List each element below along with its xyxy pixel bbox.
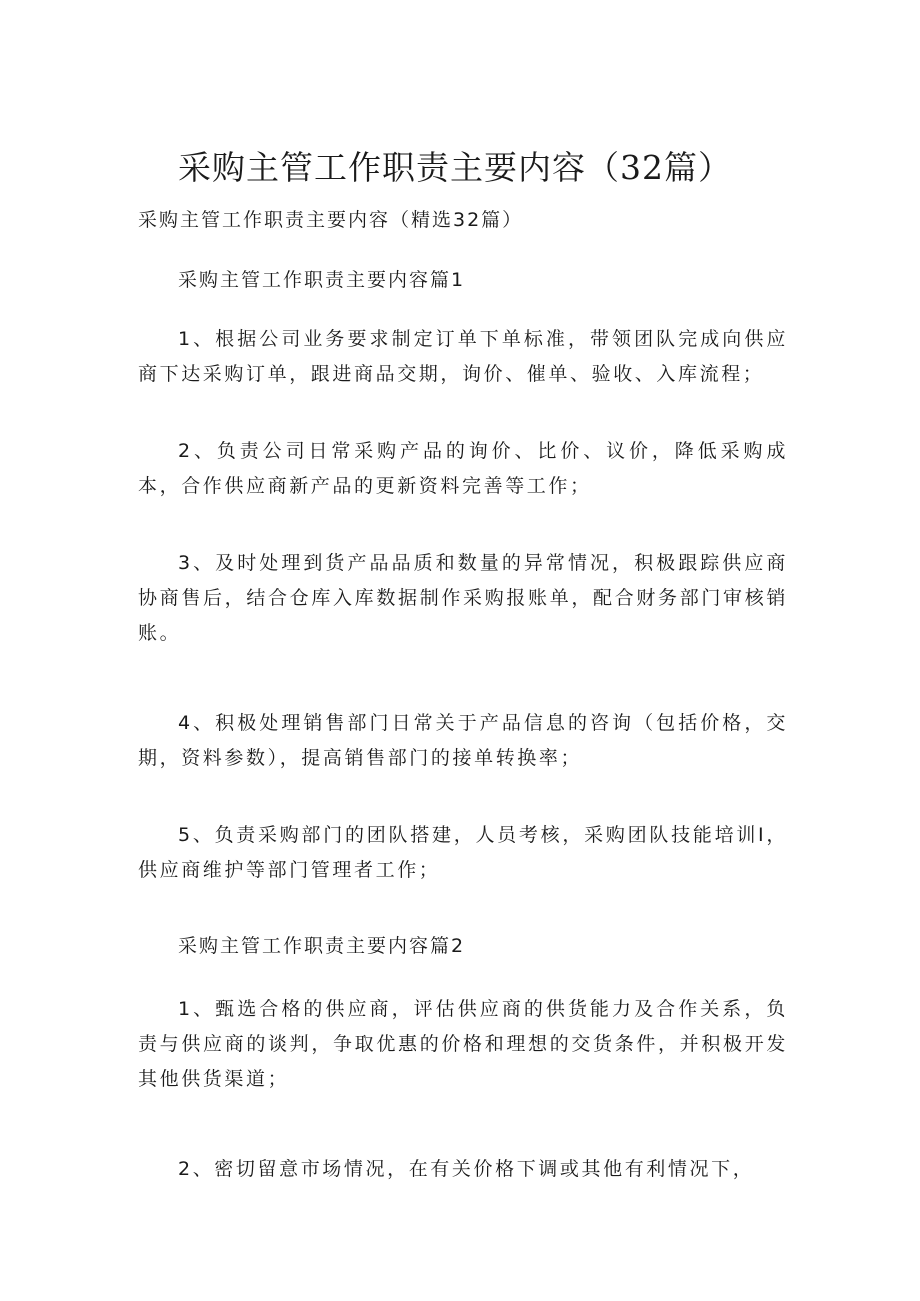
paragraph: 2、密切留意市场情况，在有关价格下调或其他有利情况下， [178,1158,755,1180]
paragraph: 4、积极处理销售部门日常关于产品信息的咨询（包括价格，交期，资料参数），提高销售部门的接单转换率； [138,712,788,769]
section-heading: 采购主管工作职责主要内容篇2 [178,935,466,957]
section-heading: 采购主管工作职责主要内容篇1 [178,269,466,291]
paragraph: 3、及时处理到货产品品质和数量的异常情况，积极跟踪供应商协商售后，结合仓库入库数据制作采购报账单，配合财务部门审核销账。 [138,552,788,644]
paragraph: 5、负责采购部门的团队搭建，人员考核，采购团队技能培训I，供应商维护等部门管理者工作； [138,824,788,881]
document-title: 采购主管工作职责主要内容（32篇） [178,148,732,187]
document-subtitle: 采购主管工作职责主要内容（精选32篇） [138,209,524,231]
paragraph: 1、甄选合格的供应商，评估供应商的供货能力及合作关系，负责与供应商的谈判，争取优惠的价格和理想的交货条件，并积极开发其他供货渠道； [138,998,788,1090]
paragraph: 1、根据公司业务要求制定订单下单标准，带领团队完成向供应商下达采购订单，跟进商品交期，询价、催单、验收、入库流程； [138,328,788,385]
paragraph: 2、负责公司日常采购产品的询价、比价、议价，降低采购成本，合作供应商新产品的更新资料完善等工作； [138,440,788,497]
